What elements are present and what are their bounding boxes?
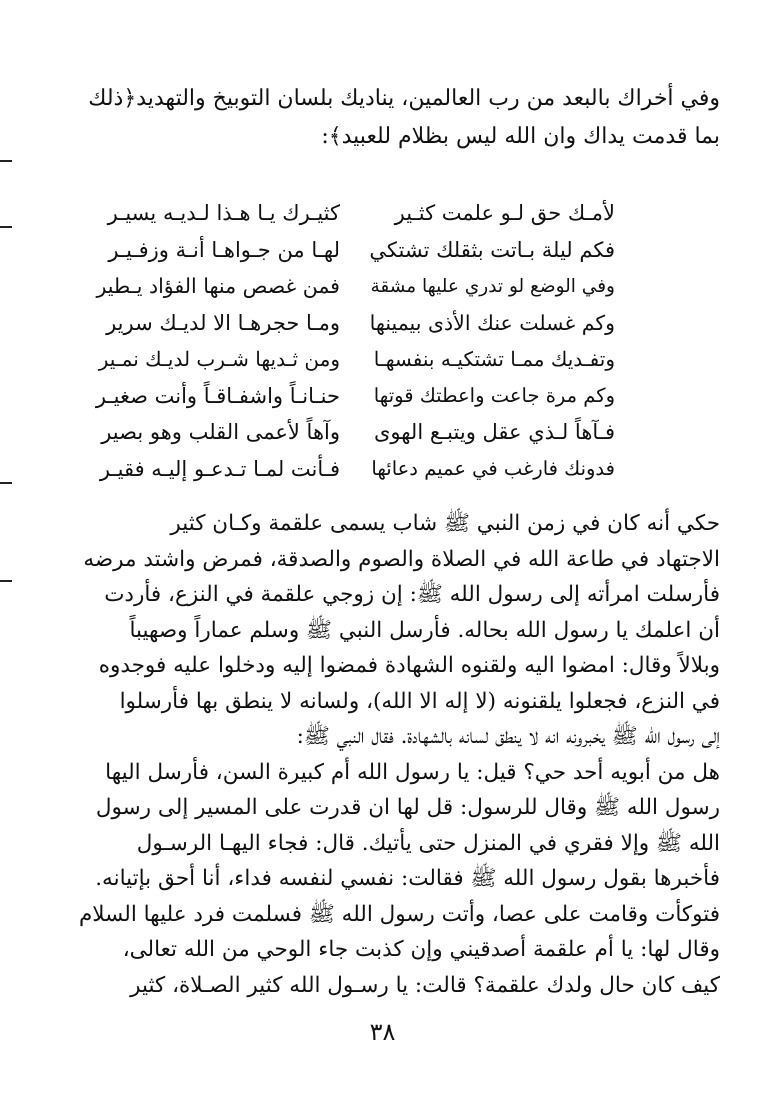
margin-mark (0, 160, 12, 162)
poem-first-hemistich: فدونك فارغب في عميم دعائها (371, 457, 615, 481)
poem-couplet (95, 414, 615, 451)
poem-second-hemistich: ومـا حجرهـا الا لديـك سرير (106, 310, 340, 335)
text-line: وقال لها: يا أم علقمة أصدقيني وإن كذبت جاء الوحي من الله تعالى، (122, 937, 720, 962)
poem-second-hemistich: حنـانـاً واشفـاقـاً وأنت صغيـر (95, 383, 340, 408)
margin-mark (0, 580, 12, 582)
poem-second-hemistich: فمن غصص منها الفؤاد يـطير (96, 274, 340, 299)
poem-second-hemistich: وآهاً لأعمى القلب وهو بصير (101, 420, 340, 445)
poem-couplet (95, 195, 615, 232)
text-line: أن اعلمك يا رسول الله بحاله. فأرسل النبي ﷺ وسلم عماراً وصهيباً (129, 617, 720, 643)
poem-couplet (95, 378, 615, 415)
poem-couplet (95, 341, 615, 378)
margin-mark (0, 226, 12, 228)
poem-couplet (95, 305, 615, 342)
story-paragraph (48, 506, 720, 1003)
poem-first-hemistich: لأمـك حق لـو علمت كثـير (394, 201, 615, 226)
text-line: إلى رسول الله ﷺ يخبرونه انه لا ينطق لسانه بالشهادة. فقال النبي ﷺ: (296, 724, 720, 749)
text-line: فأخبرها بقول رسول الله ﷺ فقالت: نفسي لنفسه فداء، أنا أحق بإتيانه. (95, 866, 720, 891)
page-number: ٣٨ (369, 1018, 396, 1046)
margin-mark (0, 482, 12, 484)
poem-couplet (95, 232, 615, 269)
text-line: فتوكأت وقامت على عصا، وأتت رسول الله ﷺ فسلمت فرد عليها السلام (78, 901, 720, 927)
intro-paragraph (48, 80, 720, 156)
poem-second-hemistich: كثيـرك يـا هـذا لـديـه يسيـر (107, 201, 340, 226)
poem-couplet (95, 268, 615, 305)
poem-first-hemistich: وكم غسلت عنك الأذى بيمينها (369, 310, 615, 335)
poem-first-hemistich: وكم مرة جاعت واعطتك قوتها (373, 384, 615, 408)
text-line: الاجتهاد في طاعة الله في الصلاة والصوم والصدقة، فمرض واشتد مرضه (83, 546, 720, 572)
poem-first-hemistich: وتفـديك ممـا تشتكيـه بنفسهـا (373, 347, 615, 372)
poem-second-hemistich: لهـا من جـواهـا أنـة وزفـيـر (108, 237, 340, 262)
text-line: كيف كان حال ولدك علقمة؟ قالت: يا رسـول الله كثير الصـلاة، كثير (130, 972, 720, 998)
text-line: وفي أخراك بالبعد من رب العالمين، يناديك بلسان التوبيخ والتهديد﴿ذلك (88, 86, 720, 111)
text-line: هل من أبويه أحد حي؟ قيل: يا رسول الله أم كبيرة السن، فأرسل اليها (105, 759, 720, 785)
text-line: الله ﷺ وإلا فقري في المنزل حتى يأتيك. قال: فجاء اليهـا الرسـول (136, 830, 720, 856)
poem-couplet (95, 451, 615, 488)
text-line: فأرسلت امرأته إلى رسول الله ﷺ: إن زوجي علقمة في النزع، فأردت (104, 582, 720, 607)
poem-second-hemistich: ومن ثـديها شـرب لديـك نمـير (98, 347, 340, 372)
poem-second-hemistich: فـأنت لمـا تـدعـو إليـه فقيـر (99, 456, 340, 481)
text-line: حكي أنه كان في زمن النبي ﷺ شاب يسمى علقمة وكـان كثير (170, 511, 720, 536)
text-line: في النزع، فجعلوا يلقنونه (لا إله الا الله)، ولسانه لا ينطق بها فأرسلوا (119, 688, 720, 714)
poem (95, 195, 615, 487)
text-line: وبلالاً وقال: امضوا اليه ولقنوه الشهادة فمضوا إليه ودخلوا عليه فوجدوه (98, 653, 720, 678)
text-line: بما قدمت يداك وان الله ليس بظلام للعبيد﴾: (321, 124, 720, 149)
poem-first-hemistich: فكم ليلة بـاتت بثقلك تشتكي (369, 237, 615, 262)
text-line: رسول الله ﷺ وقال للرسول: قل لها ان قدرت على المسير إلى رسول (95, 795, 720, 820)
poem-first-hemistich: فـآهاً لـذي عقل ويتبـع الهوى (373, 420, 615, 445)
poem-first-hemistich: وفي الوضع لو تدري عليها مشقة (370, 275, 615, 297)
